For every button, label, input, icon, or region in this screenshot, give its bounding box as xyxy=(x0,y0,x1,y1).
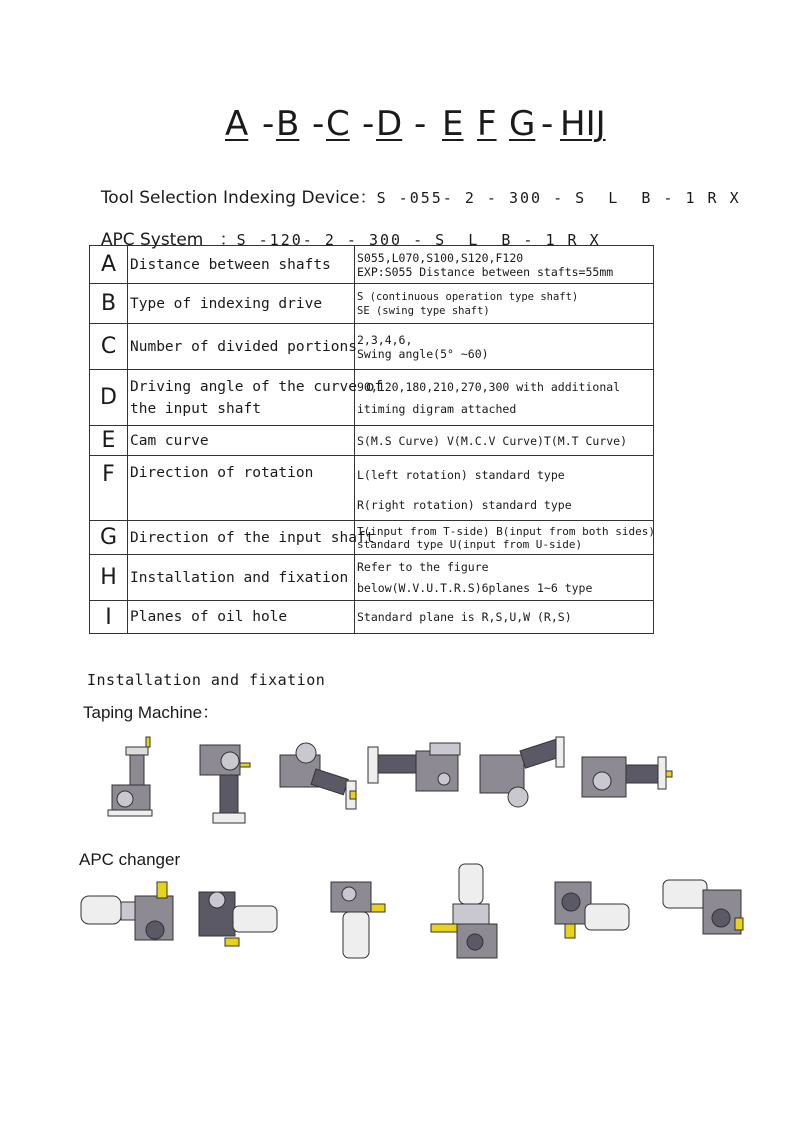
apc-system-label: APC System ： xyxy=(100,230,237,250)
row-desc xyxy=(355,246,654,284)
row-desc xyxy=(355,284,654,324)
row-name: Distance between shafts xyxy=(128,246,355,284)
desc-line: 2,3,4,6, xyxy=(357,332,413,347)
code-c: C xyxy=(326,104,350,144)
table-row xyxy=(90,284,654,324)
code-d: D xyxy=(376,104,403,144)
table-row xyxy=(90,601,654,634)
table-row xyxy=(90,324,654,370)
apc-changer-figures xyxy=(75,860,745,970)
table-row xyxy=(90,521,654,555)
desc-line: S (continuous operation type shaft) xyxy=(357,290,579,303)
table-row xyxy=(90,456,654,521)
row-letter: C xyxy=(90,324,128,370)
gearbox-figure-3 xyxy=(280,743,356,809)
desc-line: below(W.V.U.T.R.S)6planes 1~6 type xyxy=(357,580,593,595)
apc-figure-2 xyxy=(199,892,277,946)
gearbox-figure-5 xyxy=(480,737,564,807)
row-name: Driving angle of the curve of the input shaft xyxy=(128,370,355,426)
desc-line: T(input from T-side) B(input from both sides) xyxy=(357,524,656,538)
apc-figure-3 xyxy=(331,882,385,958)
tool-selection-line xyxy=(90,163,741,208)
gearbox-figure-6 xyxy=(582,757,672,797)
row-name: Installation and fixation xyxy=(128,555,355,601)
table-row xyxy=(90,555,654,601)
desc-line: standard type U(input from U-side) xyxy=(357,537,583,551)
apc-figure-5 xyxy=(555,882,629,938)
row-name: Direction of rotation xyxy=(128,456,355,521)
code-dash: - xyxy=(312,104,325,144)
code-g: G xyxy=(509,104,536,144)
row-desc xyxy=(355,456,654,521)
tool-selection-value: S -055- 2 - 300 - S L B - 1 R X xyxy=(376,189,741,207)
row-desc xyxy=(355,370,654,426)
code-dash: - xyxy=(541,104,554,144)
row-letter: I xyxy=(90,601,128,634)
row-name: Cam curve xyxy=(128,426,355,456)
code-dash: - xyxy=(262,104,275,144)
row-desc xyxy=(355,555,654,601)
desc-line: R(right rotation) standard type xyxy=(357,498,572,512)
installation-title: Installation and fixation xyxy=(87,671,326,689)
desc-line: SE (swing type shaft) xyxy=(357,304,490,317)
apc-system-value: S -120- 2 - 300 - S L B - 1 R X xyxy=(236,231,601,249)
code-f: F xyxy=(477,104,497,144)
taping-machine-title: Taping Machine： xyxy=(83,703,220,722)
desc-line: Swing angle(5° ~60) xyxy=(357,346,489,361)
desc-line: 90,120,180,210,270,300 with additional xyxy=(357,379,621,394)
row-name: Type of indexing drive xyxy=(128,284,355,324)
code-b: B xyxy=(276,104,300,144)
desc-line: EXP:S055 Distance between stafts=55mm xyxy=(357,264,614,279)
row-letter: B xyxy=(90,284,128,324)
apc-figure-6 xyxy=(663,880,743,934)
row-desc xyxy=(355,324,654,370)
code-hij: HIJ xyxy=(560,104,606,144)
row-letter: F xyxy=(90,456,128,521)
apc-figure-1 xyxy=(81,882,173,940)
row-letter: D xyxy=(90,370,128,426)
row-name: Planes of oil hole xyxy=(128,601,355,634)
desc-line: Standard plane is R,S,U,W (R,S) xyxy=(357,610,572,624)
code-e: E xyxy=(442,104,464,144)
table-row xyxy=(90,246,654,284)
taping-machine-figures xyxy=(80,725,700,835)
apc-changer-title: APC changer xyxy=(79,850,181,869)
code-dash: - xyxy=(362,104,375,144)
row-name: Number of divided portions xyxy=(128,324,355,370)
row-desc xyxy=(355,426,654,456)
row-letter: H xyxy=(90,555,128,601)
apc-system-line xyxy=(90,205,601,250)
desc-line: L(left rotation) standard type xyxy=(357,468,565,482)
row-letter: E xyxy=(90,426,128,456)
code-dash: - xyxy=(414,104,427,144)
row-desc xyxy=(355,601,654,634)
row-letter: A xyxy=(90,246,128,284)
apc-figure-4 xyxy=(431,864,497,958)
gearbox-figure-2 xyxy=(200,745,250,823)
desc-line: S055,L070,S100,S120,F120 xyxy=(357,250,524,265)
row-desc xyxy=(355,521,654,555)
code-a: A xyxy=(225,104,249,144)
row-letter: G xyxy=(90,521,128,555)
desc-line: itiming digram attached xyxy=(357,401,517,416)
table-row xyxy=(90,370,654,426)
row-name: Direction of the input shaft xyxy=(128,521,355,555)
desc-line: Refer to the figure xyxy=(357,559,489,574)
tool-selection-label: Tool Selection Indexing Device： xyxy=(100,188,377,208)
spec-table xyxy=(89,245,654,634)
gearbox-figure-4 xyxy=(368,743,460,791)
model-code-line xyxy=(0,104,800,148)
desc-line: S(M.S Curve) V(M.C.V Curve)T(M.T Curve) xyxy=(357,433,628,448)
table-row xyxy=(90,426,654,456)
gearbox-figure-1 xyxy=(108,737,152,816)
